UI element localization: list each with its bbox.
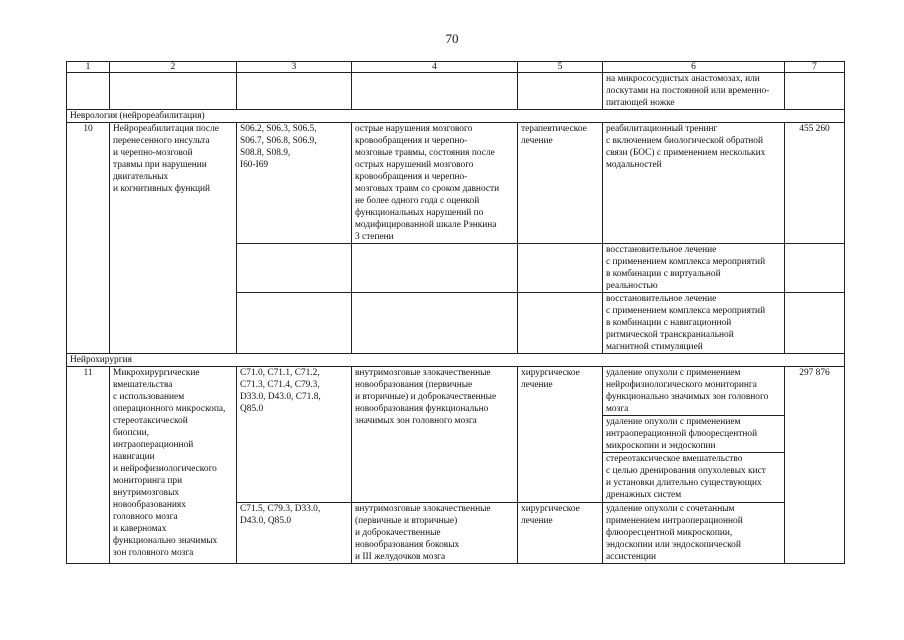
icd-codes-cell: C71.0, C71.1, C71.2, C71.3, C71.4, C79.3, D33.0, D43.0, C71.8, Q85.0 [237,367,352,503]
treatment-method-cell: удаление опухоли с применением интраоперационной флюоресцентной микроскопии и эндоскопии [603,416,785,453]
cell-empty [352,244,518,293]
service-name-cell: Нейрореабилитация после перенесенного инсульта и черепно-мозговой травмы при нарушении двигательных и когнитивных функций [110,123,237,354]
cell-empty [110,73,237,110]
patient-model-cell: внутримозговые злокачественные новообразования (первичные и вторичные) и доброкачественные новообразования функционально значимых зон головного мозга [352,367,518,503]
column-number: 6 [603,62,785,73]
cell-empty [785,244,845,293]
column-numbers-row [67,62,845,73]
treatment-method-cell: на микрососудистых анастомозах, или лоскутами на постоянной или временно- питающей ножке [603,73,785,110]
continuation-row [67,73,845,110]
section-title: Неврология (нейрореабилитация) [67,110,845,123]
column-number: 2 [110,62,237,73]
table-row [67,123,845,244]
column-number: 1 [67,62,110,73]
cost-cell: 297 876 [785,367,845,564]
treatment-method-cell: восстановительное лечение с применением комплекса мероприятий в комбинации с навигационной ритмической транскраниальной магнитной стимуляцией [603,293,785,354]
cell-empty [518,293,603,354]
services-table [66,61,845,564]
cell-empty [518,244,603,293]
page-number: 70 [445,31,459,46]
treatment-type-cell: хирургическое лечение [518,503,603,564]
treatment-method-cell: удаление опухоли с применением нейрофизиологического мониторинга функционально значимых зон головного мозга [603,367,785,416]
cell-empty [785,293,845,354]
cell-empty [237,73,352,110]
table-row [67,367,845,416]
icd-codes-cell: C71.5, C79.3, D33.0, D43.0, Q85.0 [237,503,352,564]
row-number-cell: 10 [67,123,110,354]
cell-empty [67,73,110,110]
treatment-method-cell: реабилитационный тренинг с включением биологической обратной связи (БОС) с применением нескольких модальностей [603,123,785,244]
service-name-cell: Микрохирургические вмешательства с использованием операционного микроскопа, стереотаксической биопсии, интраоперационной навигации и нейрофизиологического мониторинга при внутримозговых новообразованиях головного мозга и каверномах функционально значимых зон головного мозга [110,367,237,564]
column-number: 3 [237,62,352,73]
treatment-type-cell: терапевтическое лечение [518,123,603,244]
row-number-cell: 11 [67,367,110,564]
cell-empty [352,293,518,354]
patient-model-cell: острые нарушения мозгового кровообращения и черепно- мозговые травмы, состояния после острых нарушений мозгового кровообращения и черепно- мозговых травм со сроком давности не более одного года с оценкой функциональных нарушений по модифицированной шкале Рэнкина 3 степени [352,123,518,244]
section-header-row [67,110,845,123]
cell-empty [785,73,845,110]
icd-codes-cell: S06.2, S06.3, S06.5, S06.7, S06.8, S06.9, S08.8, S08.9, I60-I69 [237,123,352,244]
cell-empty [352,73,518,110]
treatment-method-cell: стереотаксическое вмешательство с целью дренирования опухолевых кист и установки длительно существующих дренажных систем [603,453,785,503]
treatment-type-cell: хирургическое лечение [518,367,603,503]
treatment-method-cell: удаление опухоли с сочетанным применением интраоперационной флюоресцентной микроскопии, эндоскопии или эндоскопической ассистенции [603,503,785,564]
cost-cell: 455 260 [785,123,845,244]
patient-model-cell: внутримозговые злокачественные (первичные и вторичные) и доброкачественные новообразования боковых и III желудочков мозга [352,503,518,564]
section-title: Нейрохирургия [67,354,845,367]
column-number: 4 [352,62,518,73]
cell-empty [518,73,603,110]
column-number: 5 [518,62,603,73]
cell-empty [237,293,352,354]
column-number: 7 [785,62,845,73]
treatment-method-cell: восстановительное лечение с применением комплекса мероприятий в комбинации с виртуальной реальностью [603,244,785,293]
cell-empty [237,244,352,293]
section-header-row [67,354,845,367]
